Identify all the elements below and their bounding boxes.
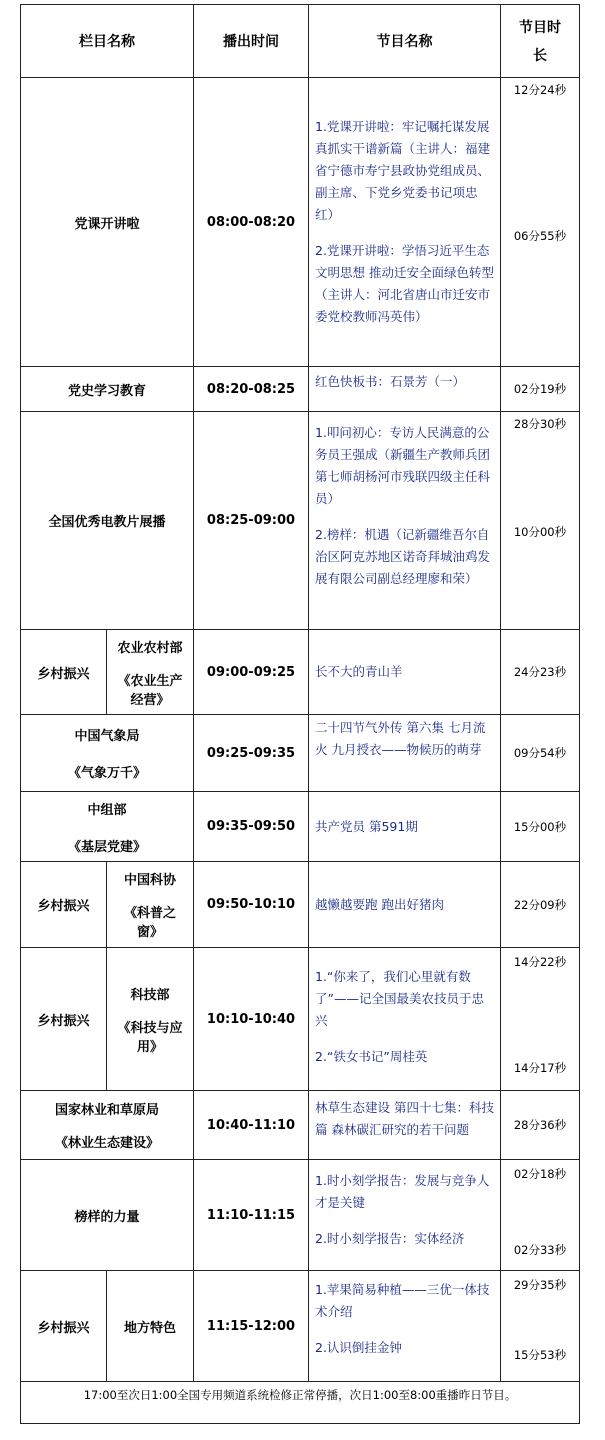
row-column: 乡村振兴 (20, 629, 107, 715)
row-durations (500, 1159, 580, 1271)
duration-item: 28分30秒 (513, 417, 567, 431)
row-time: 09:25-09:35 (193, 714, 309, 792)
row-durations (500, 411, 580, 630)
program-item: 共产党员 第591期 (315, 818, 418, 834)
row-column: 中组部 《基层党建》 (20, 791, 194, 862)
row-durations (500, 1270, 580, 1382)
duration-item: 12分24秒 (513, 83, 567, 97)
footer-note: 17:00至次日1:00全国专用频道系统检修正常停播，次日1:00至8:00重播昨日节目。 (20, 1381, 580, 1424)
header-air-time: 播出时间 (193, 4, 309, 78)
duration-item: 24分23秒 (513, 665, 567, 679)
program-item: 1.“你来了，我们心里就有数了”——记全国最美农技员于忠兴 (315, 969, 484, 1028)
row-durations (500, 366, 580, 412)
row-time: 09:35-09:50 (193, 791, 309, 862)
duration-item: 06分55秒 (513, 229, 567, 243)
duration-item: 29分35秒 (513, 1278, 567, 1292)
row-subcolumn: 农业农村部 《农业生产经营》 (106, 629, 194, 715)
program-item: 二十四节气外传 第六集 七月流火 九月授衣——物候历的萌芽 (315, 720, 486, 757)
row-programs (308, 947, 501, 1091)
program-item: 1.苹果简易种植——三优一体技术介绍 (315, 1282, 490, 1319)
row-column: 中国气象局 《气象万千》 (20, 714, 194, 792)
duration-item: 22分09秒 (513, 897, 567, 912)
program-item: 1.叩问初心：专访人民满意的公务员王强成（新疆生产教师兵团第七师胡杨河市残联四级主任科员） (315, 425, 491, 506)
program-item: 2.党课开讲啦：学悟习近平生态文明思想 推动迁安全面绿色转型（主讲人：河北省唐山市迁安市委党校教师冯英伟） (315, 243, 494, 324)
row-durations (500, 1090, 580, 1160)
row-time: 08:25-09:00 (193, 411, 309, 630)
program-item: 林草生态建设 第四十七集：科技篇 森林碳汇研究的若干问题 (315, 1100, 494, 1137)
program-item: 1.党课开讲啦：牢记嘱托谋发展 真抓实干谱新篇（主讲人：福建省宁德市寿宁县政协党组成员、副主席、下党乡党委书记项忠红） (315, 119, 491, 222)
program-item: 长不大的青山羊 (315, 664, 403, 679)
row-durations (500, 714, 580, 792)
duration-item: 02分18秒 (513, 1167, 567, 1181)
header-duration: 节目时 长 (500, 4, 580, 78)
duration-item: 28分36秒 (513, 1118, 567, 1132)
row-programs (308, 1090, 501, 1160)
row-subcolumn: 科技部 《科技与应用》 (106, 947, 194, 1091)
row-time: 10:40-11:10 (193, 1090, 309, 1160)
program-item: 2.榜样：机遇（记新疆维吾尔自治区阿克苏地区诺奇拜城油鸡发展有限公司副总经理廖和荣） (315, 527, 491, 586)
program-item: 红色快板书：石景芳（一） (315, 374, 466, 389)
row-durations (500, 861, 580, 948)
row-programs (308, 1270, 501, 1382)
duration-item: 15分53秒 (513, 1348, 567, 1362)
program-item: 2.时小刻学报告：实体经济 (315, 1231, 465, 1246)
row-time: 09:00-09:25 (193, 629, 309, 715)
row-durations (500, 629, 580, 715)
row-programs (308, 366, 501, 412)
row-programs (308, 77, 501, 367)
row-programs (308, 791, 501, 862)
duration-item: 14分22秒 (513, 955, 567, 969)
program-item: 1.时小刻学报告：发展与竞争人才是关键 (315, 1173, 490, 1210)
schedule-table (20, 4, 580, 1424)
row-column: 乡村振兴 (20, 1270, 107, 1382)
program-item: 2.认识倒挂金钟 (315, 1340, 402, 1355)
row-column: 全国优秀电教片展播 (20, 411, 194, 630)
duration-item: 15分00秒 (513, 819, 567, 834)
row-time: 11:15-12:00 (193, 1270, 309, 1382)
duration-item: 14分17秒 (513, 1061, 567, 1075)
row-durations (500, 947, 580, 1091)
program-item: 越懒越要跑 跑出好猪肉 (315, 896, 444, 912)
duration-item: 02分33秒 (513, 1243, 567, 1257)
row-column: 党课开讲啦 (20, 77, 194, 367)
row-programs (308, 411, 501, 630)
row-programs (308, 861, 501, 948)
row-time: 11:10-11:15 (193, 1159, 309, 1271)
duration-item: 10分00秒 (513, 525, 567, 539)
row-programs (308, 714, 501, 792)
header-column-name: 栏目名称 (20, 4, 194, 78)
row-subcolumn: 中国科协 《科普之窗》 (106, 861, 194, 948)
row-time: 10:10-10:40 (193, 947, 309, 1091)
header-program-name: 节目名称 (308, 4, 501, 78)
row-time: 08:00-08:20 (193, 77, 309, 367)
row-column: 国家林业和草原局 《林业生态建设》 (20, 1090, 194, 1160)
duration-item: 02分19秒 (513, 382, 567, 396)
row-column: 榜样的力量 (20, 1159, 194, 1271)
duration-item: 09分54秒 (513, 746, 567, 760)
program-item: 2.“铁女书记”周桂英 (315, 1049, 428, 1064)
row-programs (308, 1159, 501, 1271)
row-durations (500, 791, 580, 862)
row-column: 党史学习教育 (20, 366, 194, 412)
row-column: 乡村振兴 (20, 861, 107, 948)
row-time: 09:50-10:10 (193, 861, 309, 948)
row-time: 08:20-08:25 (193, 366, 309, 412)
row-column: 乡村振兴 (20, 947, 107, 1091)
row-subcolumn: 地方特色 (106, 1270, 194, 1382)
row-durations (500, 77, 580, 367)
row-programs (308, 629, 501, 715)
